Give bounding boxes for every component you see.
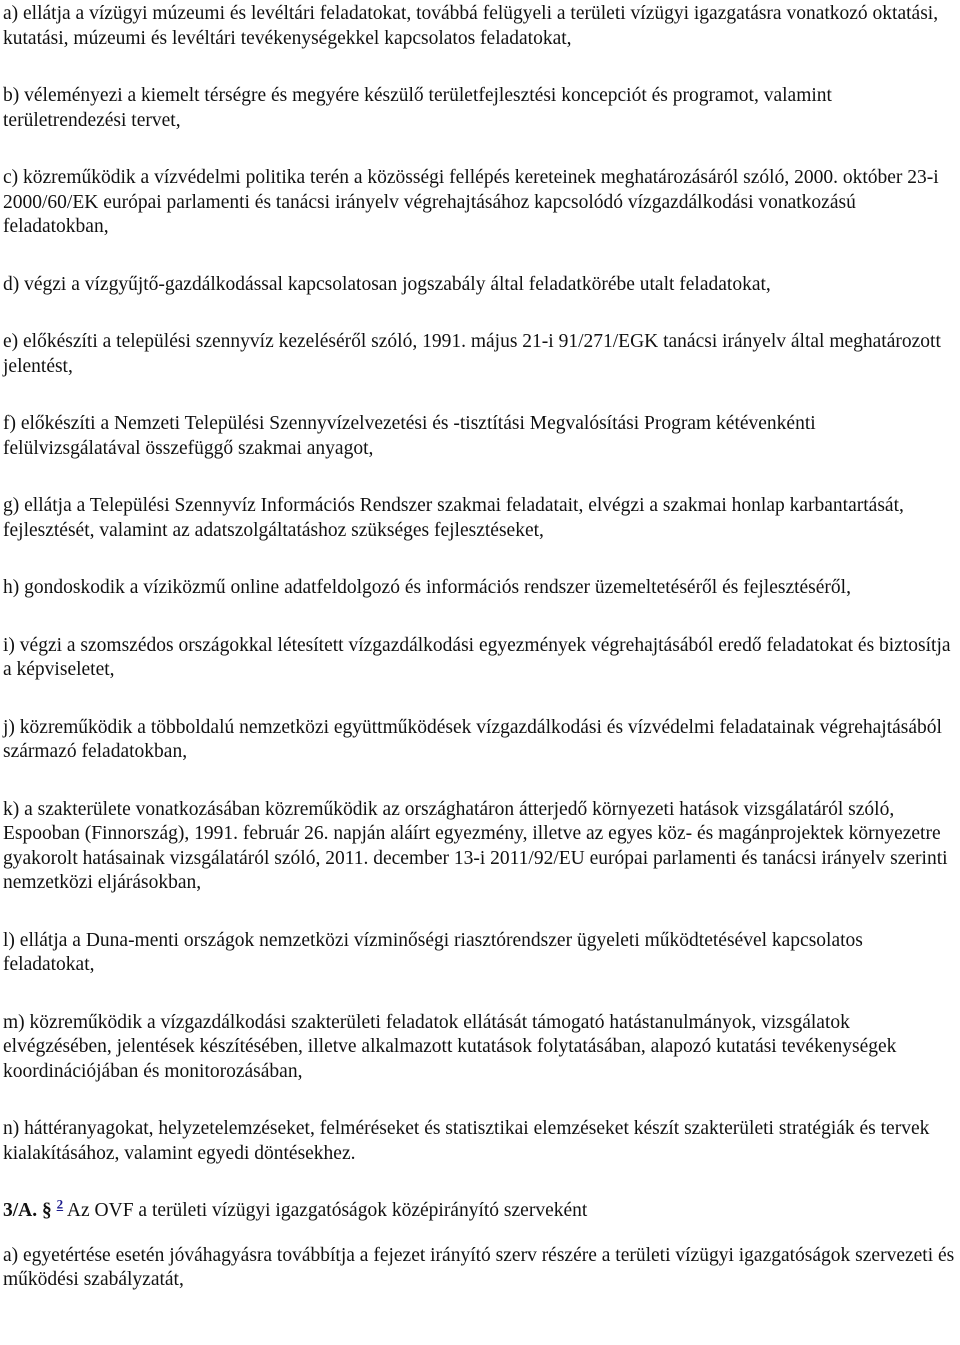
paragraph-3a-a: a) egyetértése esetén jóváhagyásra továbbítja a fejezet irányító szerv részére a területi vízügyi igazgatóságok szervezeti és működési szabályzatát, <box>3 1244 955 1290</box>
paragraph-n: n) háttéranyagokat, helyzetelemzéseket, felméréseket és statisztikai elemzéseket készít szakterületi stratégiák és tervek kialakításához, valamint egyedi döntésekhez. <box>3 1118 930 1164</box>
paragraph-a: a) ellátja a vízügyi múzeumi és levéltári feladatokat, továbbá felügyeli a területi vízügyi igazgatásra vonatkozó oktatási, kutatási, múzeumi és levéltári tevékenységekkel kapcsolatos feladatokat, <box>3 3 939 49</box>
paragraph-d: d) végzi a vízgyűjtő-gazdálkodással kapcsolatosan jogszabály által feladatkörébe utalt feladatokat, <box>3 273 771 295</box>
section-heading <box>3 1196 955 1224</box>
paragraph-g: g) ellátja a Települési Szennyvíz Információs Rendszer szakmai feladatait, elvégzi a szakmai honlap karbantartását, fejlesztését, valamint az adatszolgáltatáshoz szükséges fejlesztéseket, <box>3 495 904 541</box>
paragraph-c: c) közreműködik a vízvédelmi politika terén a közösségi fellépés kereteinek meghatározásáról szóló, 2000. október 23-i 2000/60/EK európai parlamenti és tanácsi irányelv végrehajtásához kapcsolódó vízgazdálkodási vonatkozású feladatokban, <box>3 167 939 237</box>
paragraph-m: m) közreműködik a vízgazdálkodási szakterületi feladatok ellátását támogató hatástanulmányok, vizsgálatok elvégzésében, jelentések készítésében, illetve alkalmazott kutatások folytatásában, alapozó kutatási tevékenységek koordinációjában és monitorozásában, <box>3 1011 897 1082</box>
paragraph-i: i) végzi a szomszédos országokkal létesített vízgazdálkodási egyezmények végrehajtásából eredő feladatokat és biztosítja a képviseletet, <box>3 634 951 680</box>
section-heading-text: Az OVF a területi vízügyi igazgatóságok középirányító szerveként <box>63 1200 588 1221</box>
paragraph-l: l) ellátja a Duna-menti országok nemzetközi vízminőségi riasztórendszer ügyeleti működtetésével kapcsolatos feladatokat, <box>3 929 863 975</box>
paragraph-f: f) előkészíti a Nemzeti Települési Szennyvízelvezetési és -tisztítási Megvalósítási Program kétévenkénti felülvizsgálatával összefüggő szakmai anyagot, <box>3 413 816 459</box>
document-page <box>3 2 955 1326</box>
paragraph-b: b) véleményezi a kiemelt térségre és megyére készülő területfejlesztési koncepciót és programot, valamint területrendezési tervet, <box>3 85 832 131</box>
paragraph-e: e) előkészíti a települési szennyvíz kezeléséről szóló, 1991. május 21-i 91/271/EGK tanácsi irányelv által meghatározott jelentést, <box>3 331 941 377</box>
footnote-link[interactable]: 2 <box>56 1196 64 1212</box>
paragraph-h: h) gondoskodik a víziközmű online adatfeldolgozó és információs rendszer üzemeltetéséről és fejlesztéséről, <box>3 577 851 598</box>
section-number: 3/A. § <box>3 1200 52 1221</box>
paragraph-j: j) közreműködik a többoldalú nemzetközi együttműködések vízgazdálkodási és vízvédelmi feladatainak végrehajtásából származó feladatokban, <box>3 716 942 762</box>
paragraph-k: k) a szakterülete vonatkozásában közreműködik az országhatáron átterjedő környezeti hatások vizsgálatáról szóló, Espooban (Finnország), 1991. február 26. napján aláírt egyezmény, illetve az egyes köz- és magánprojektek környezetre gyakorolt hatásainak vizsgálatáról szóló, 2011. december 13-i 2011/92/EU európai parlamenti és tanácsi irányelv szerinti nemzetközi eljárásokban, <box>3 798 948 893</box>
